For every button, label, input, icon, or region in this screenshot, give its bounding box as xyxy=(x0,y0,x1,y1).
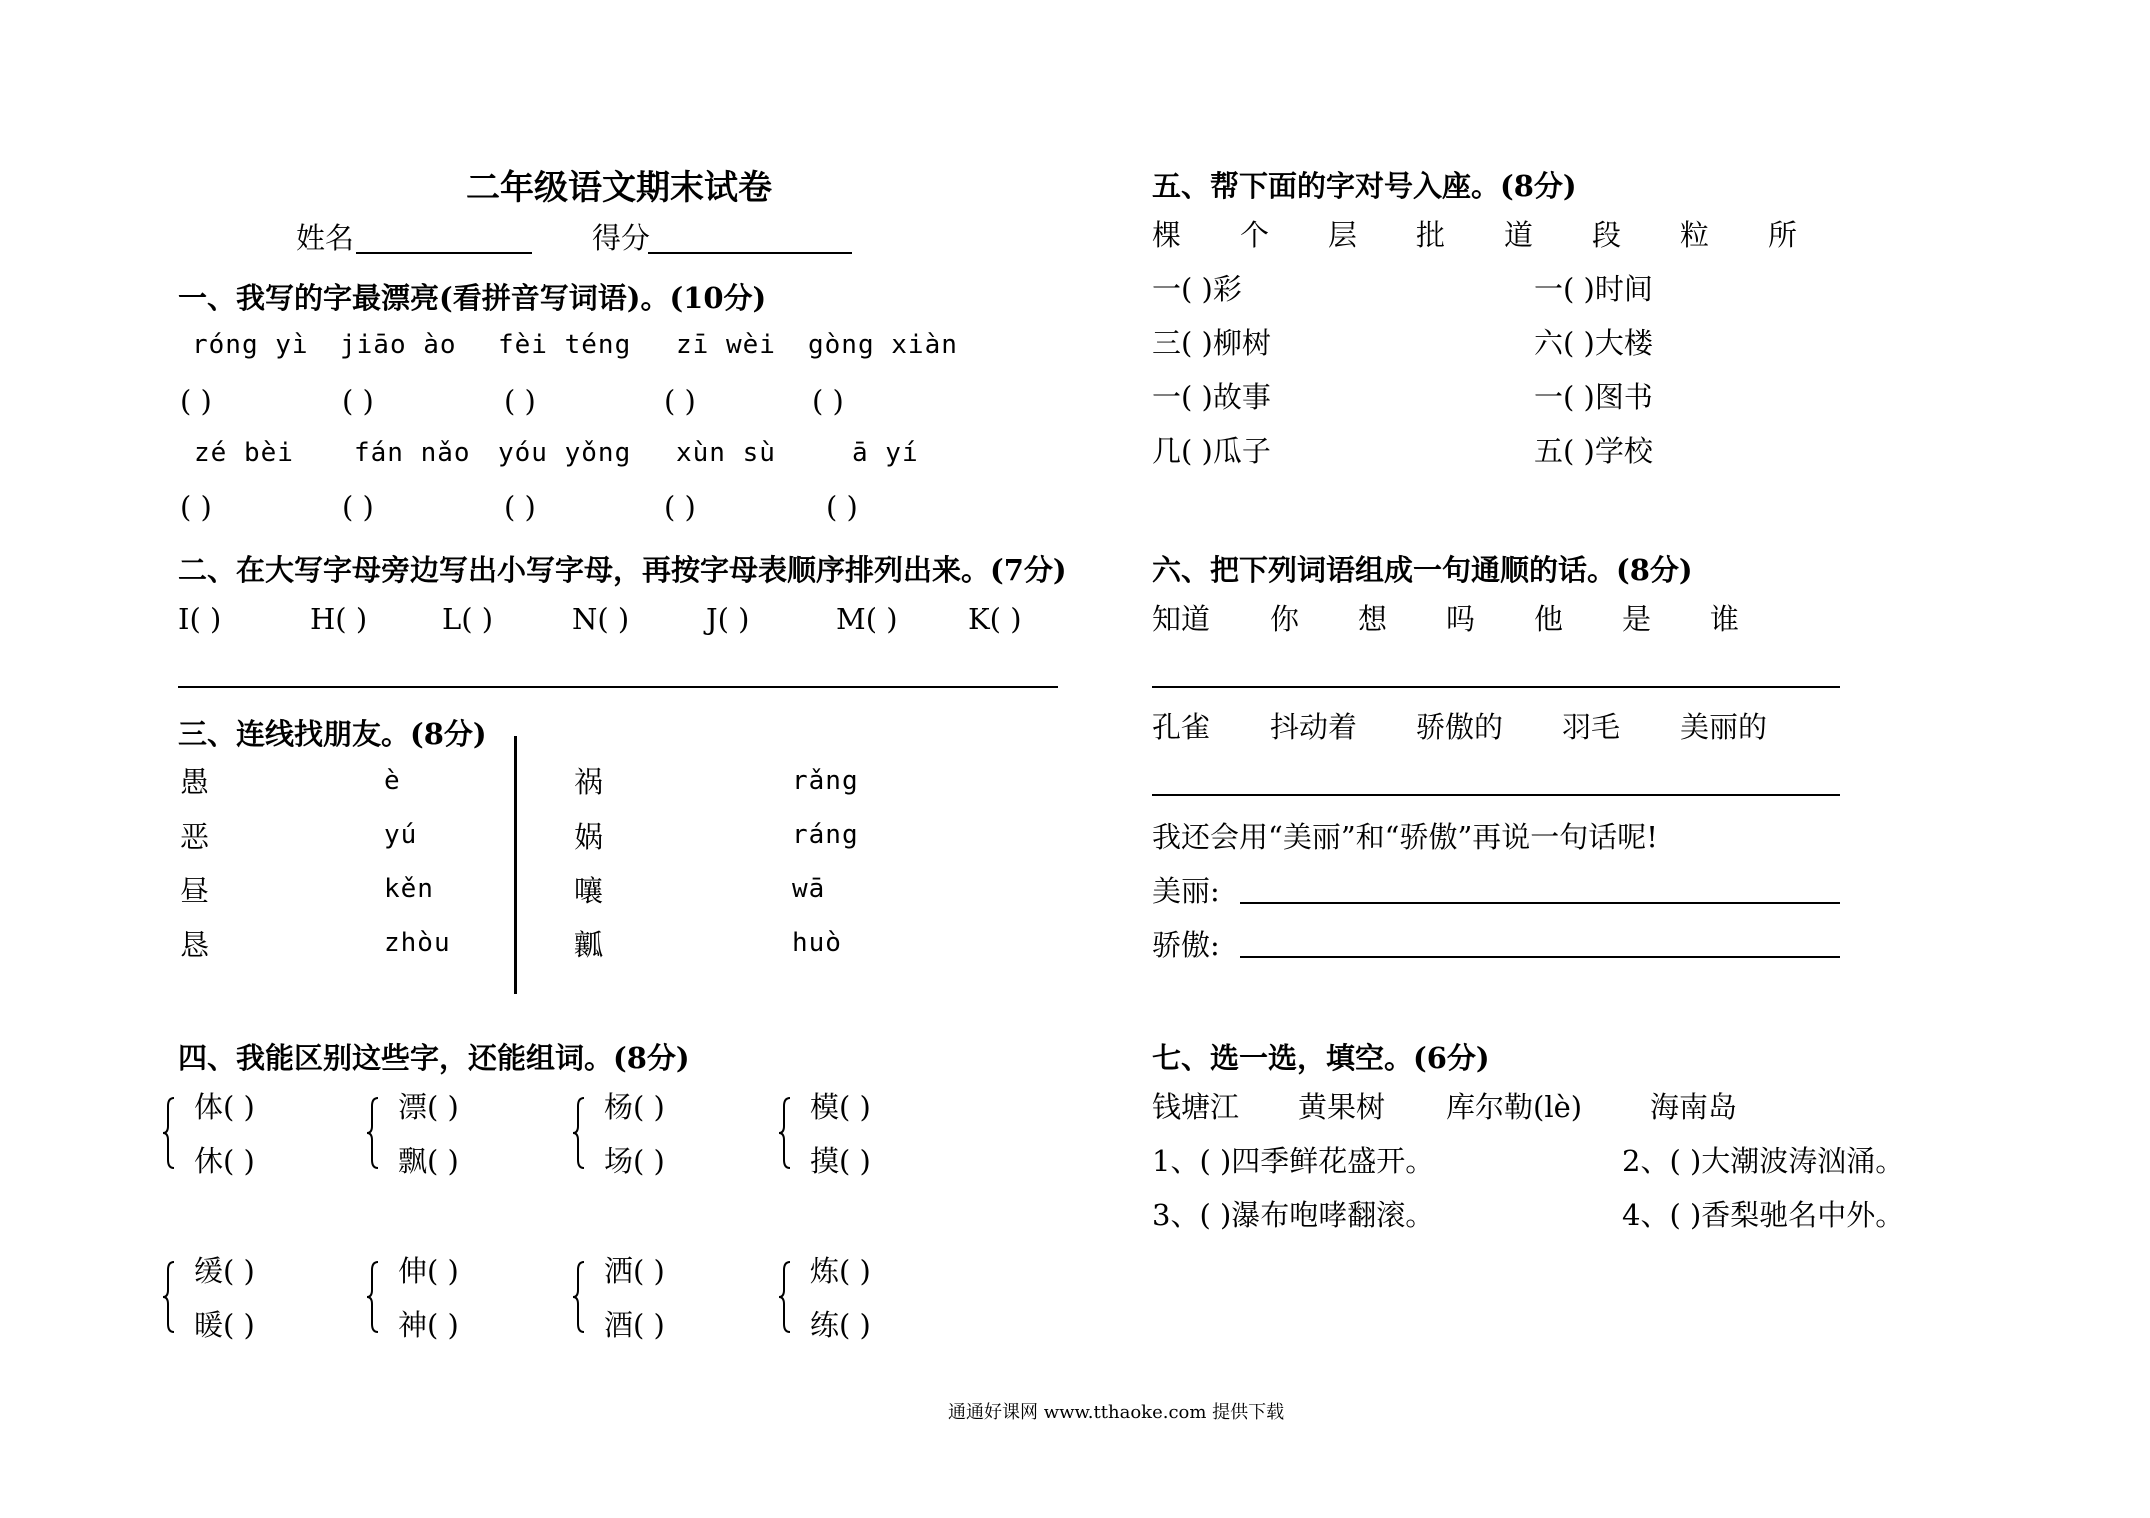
letter-item[interactable]: K( ) xyxy=(968,602,1022,636)
fill-item[interactable]: 一( )彩 xyxy=(1152,272,1242,306)
brace-icon xyxy=(778,1096,792,1170)
pinyin-9: xùn sù xyxy=(676,438,776,468)
brace-icon xyxy=(366,1096,380,1170)
section-6-heading: 六、把下列词语组成一句通顺的话。(8分) xyxy=(1152,553,1693,587)
option-item: 钱塘江 xyxy=(1152,1090,1240,1124)
extra-prompt: 我还会用“美丽”和“骄傲”再说一句话呢! xyxy=(1152,820,1658,854)
score-label: 得分 xyxy=(592,221,651,255)
word-pair-item[interactable]: 休( ) xyxy=(194,1144,255,1178)
word-option: 骄傲的 xyxy=(1416,710,1504,744)
word-option: 知道 xyxy=(1152,602,1211,636)
fill-item[interactable]: 六( )大楼 xyxy=(1534,326,1653,360)
letter-item[interactable]: L( ) xyxy=(442,602,494,636)
pinyin-3: fèi téng xyxy=(498,330,632,360)
word-pair-item[interactable]: 缓( ) xyxy=(194,1254,255,1288)
section-3-heading: 三、连线找朋友。(8分) xyxy=(178,717,487,751)
pinyin-item: zhòu xyxy=(384,928,451,958)
section-4-heading: 四、我能区别这些字，还能组词。(8分) xyxy=(178,1041,690,1075)
char-item: 昼 xyxy=(180,874,210,908)
word-pair-item[interactable]: 体( ) xyxy=(194,1090,255,1124)
page-title: 二年级语文期末试卷 xyxy=(466,168,772,208)
word-option: 棵 xyxy=(1152,218,1182,252)
char-item: 嚷 xyxy=(574,874,604,908)
word-option: 所 xyxy=(1768,218,1798,252)
fill-item[interactable]: 几( )瓜子 xyxy=(1152,434,1271,468)
fill-item[interactable]: 2、( )大潮波涛汹涌。 xyxy=(1622,1144,1905,1178)
fill-item[interactable]: 三( )柳树 xyxy=(1152,326,1271,360)
answer-blank[interactable]: ( ) xyxy=(342,490,374,524)
answer-blank[interactable]: ( ) xyxy=(826,490,858,524)
answer-blank[interactable]: ( ) xyxy=(180,490,212,524)
word-option: 他 xyxy=(1534,602,1564,636)
answer-blank[interactable]: ( ) xyxy=(504,384,536,418)
pinyin-5: gòng xiàn xyxy=(808,330,958,360)
answer-blank[interactable]: ( ) xyxy=(664,384,696,418)
name-blank[interactable] xyxy=(356,252,532,254)
answer-blank[interactable]: ( ) xyxy=(180,384,212,418)
letter-item[interactable]: M( ) xyxy=(836,602,898,636)
brace-icon xyxy=(572,1096,586,1170)
pinyin-item: kěn xyxy=(384,874,434,904)
char-item: 愚 xyxy=(180,765,210,799)
letter-item[interactable]: H( ) xyxy=(310,602,368,636)
answer-line[interactable] xyxy=(1152,686,1840,688)
answer-blank[interactable]: ( ) xyxy=(342,384,374,418)
pinyin-4: zī wèi xyxy=(676,330,776,360)
score-blank[interactable] xyxy=(648,252,852,254)
char-item: 祸 xyxy=(574,765,604,799)
pinyin-7: fán nǎo xyxy=(354,438,471,468)
brace-icon xyxy=(778,1260,792,1334)
footer-text: 通通好课网 www.tthaoke.com 提供下载 xyxy=(948,1402,1285,1423)
word-option: 道 xyxy=(1504,218,1534,252)
word-pair-item[interactable]: 炼( ) xyxy=(810,1254,871,1288)
word-pair-item[interactable]: 模( ) xyxy=(810,1090,871,1124)
meili-line[interactable] xyxy=(1240,902,1840,904)
word-option: 粒 xyxy=(1680,218,1710,252)
pinyin-item: ráng xyxy=(792,820,859,850)
word-pair-item[interactable]: 漂( ) xyxy=(398,1090,459,1124)
section-2-heading: 二、在大写字母旁边写出小写字母，再按字母表顺序排列出来。(7分) xyxy=(178,553,1067,587)
word-option: 谁 xyxy=(1710,602,1740,636)
fill-item[interactable]: 3、( )瀑布咆哮翻滚。 xyxy=(1152,1198,1435,1232)
brace-icon xyxy=(366,1260,380,1334)
word-option: 批 xyxy=(1416,218,1446,252)
fill-item[interactable]: 五( )学校 xyxy=(1534,434,1653,468)
answer-line[interactable] xyxy=(178,686,1058,688)
option-item: 库尔勒(lè) xyxy=(1446,1090,1583,1124)
pinyin-item: huò xyxy=(792,928,842,958)
pinyin-item: wā xyxy=(792,874,826,904)
jiaoao-line[interactable] xyxy=(1240,956,1840,958)
word-pair-item[interactable]: 暖( ) xyxy=(194,1308,255,1342)
char-item: 恶 xyxy=(180,820,210,854)
word-option: 吗 xyxy=(1446,602,1476,636)
pinyin-10: ā yí xyxy=(852,438,919,468)
jiaoao-label: 骄傲: xyxy=(1152,928,1220,962)
word-option: 抖动着 xyxy=(1270,710,1358,744)
meili-label: 美丽: xyxy=(1152,874,1220,908)
word-pair-item[interactable]: 摸( ) xyxy=(810,1144,871,1178)
word-option: 层 xyxy=(1328,218,1358,252)
word-pair-item[interactable]: 神( ) xyxy=(398,1308,459,1342)
brace-icon xyxy=(162,1096,176,1170)
section-1-heading: 一、我写的字最漂亮(看拼音写词语)。(10分) xyxy=(178,281,767,315)
word-pair-item[interactable]: 练( ) xyxy=(810,1308,871,1342)
section-7-heading: 七、选一选，填空。(6分) xyxy=(1152,1041,1490,1075)
letter-item[interactable]: I( ) xyxy=(178,602,222,636)
answer-blank[interactable]: ( ) xyxy=(504,490,536,524)
word-option: 段 xyxy=(1592,218,1622,252)
divider xyxy=(514,736,517,994)
word-pair-item[interactable]: 伸( ) xyxy=(398,1254,459,1288)
answer-blank[interactable]: ( ) xyxy=(812,384,844,418)
section-5-heading: 五、帮下面的字对号入座。(8分) xyxy=(1152,169,1577,203)
brace-icon xyxy=(162,1260,176,1334)
answer-line[interactable] xyxy=(1152,794,1840,796)
fill-item[interactable]: 一( )时间 xyxy=(1534,272,1653,306)
word-option: 个 xyxy=(1240,218,1270,252)
char-item: 恳 xyxy=(180,928,210,962)
word-option: 你 xyxy=(1270,602,1300,636)
word-option: 是 xyxy=(1622,602,1652,636)
pinyin-2: jiāo ào xyxy=(340,330,457,360)
word-pair-item[interactable]: 场( ) xyxy=(604,1144,665,1178)
word-pair-item[interactable]: 酒( ) xyxy=(604,1308,665,1342)
word-pair-item[interactable]: 洒( ) xyxy=(604,1254,665,1288)
option-item: 海南岛 xyxy=(1650,1090,1738,1124)
word-option: 想 xyxy=(1358,602,1388,636)
word-option: 美丽的 xyxy=(1680,710,1768,744)
fill-item[interactable]: 一( )故事 xyxy=(1152,380,1271,414)
fill-item[interactable]: 一( )图书 xyxy=(1534,380,1653,414)
fill-item[interactable]: 4、( )香梨驰名中外。 xyxy=(1622,1198,1905,1232)
char-item: 娲 xyxy=(574,820,604,854)
char-item: 瓤 xyxy=(574,928,604,962)
pinyin-1: róng yì xyxy=(192,330,309,360)
pinyin-8: yóu yǒng xyxy=(498,438,632,468)
option-item: 黄果树 xyxy=(1298,1090,1386,1124)
pinyin-6: zé bèi xyxy=(194,438,294,468)
brace-icon xyxy=(572,1260,586,1334)
word-pair-item[interactable]: 飘( ) xyxy=(398,1144,459,1178)
fill-item[interactable]: 1、( )四季鲜花盛开。 xyxy=(1152,1144,1435,1178)
word-pair-item[interactable]: 杨( ) xyxy=(604,1090,665,1124)
letter-item[interactable]: N( ) xyxy=(572,602,630,636)
word-option: 孔雀 xyxy=(1152,710,1211,744)
word-option: 羽毛 xyxy=(1562,710,1621,744)
letter-item[interactable]: J( ) xyxy=(706,602,750,636)
answer-blank[interactable]: ( ) xyxy=(664,490,696,524)
pinyin-item: è xyxy=(384,766,401,796)
pinyin-item: yú xyxy=(384,820,418,850)
pinyin-item: rǎng xyxy=(792,766,859,796)
name-label: 姓名 xyxy=(296,221,355,255)
